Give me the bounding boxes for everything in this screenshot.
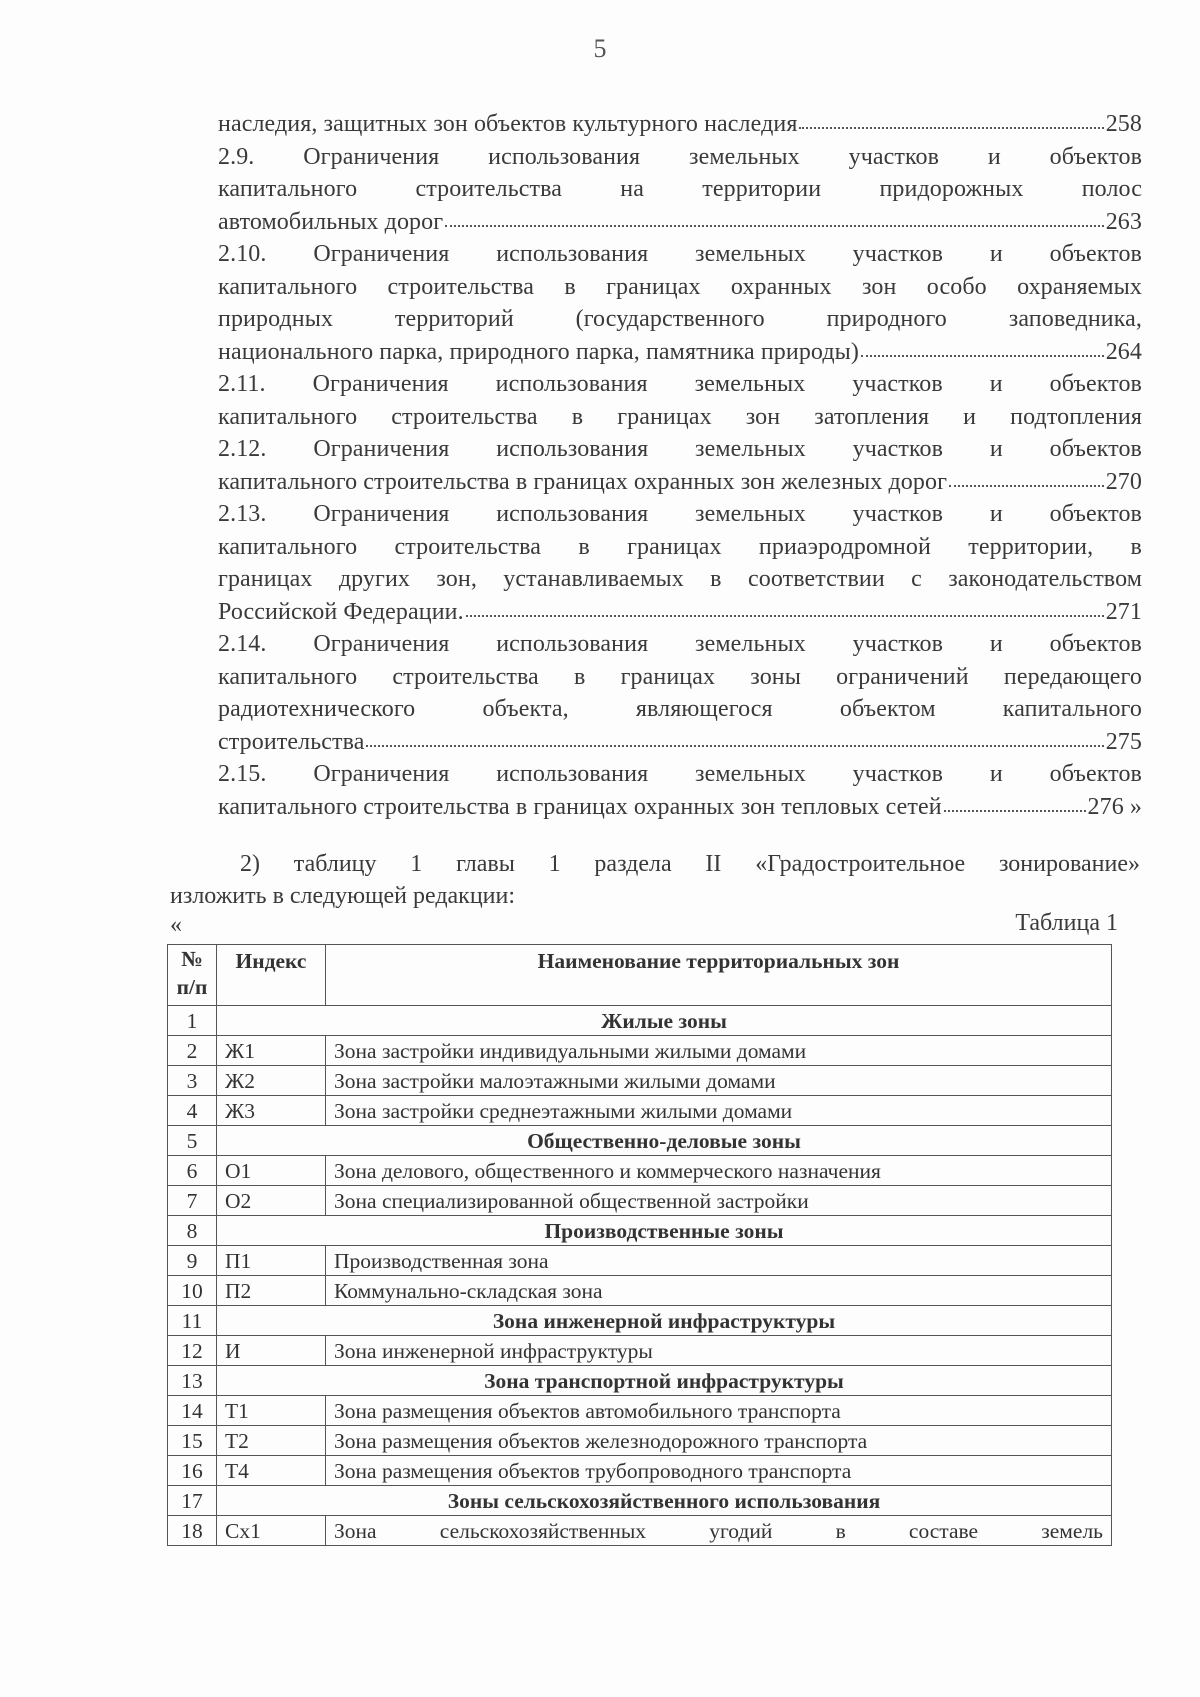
row-number: 7 (168, 1186, 217, 1216)
zone-index: И (217, 1336, 326, 1366)
toc-line: 2.10. Ограничения использования земельных участков и объектов (218, 241, 1142, 267)
toc-page-number: 263 (1105, 208, 1142, 235)
row-number: 4 (168, 1096, 217, 1126)
row-number: 3 (168, 1066, 217, 1096)
zone-index: П1 (217, 1246, 326, 1276)
zone-name: Зона инженерной инфраструктуры (326, 1336, 1112, 1366)
toc-page-number: 276 » (1087, 793, 1142, 820)
zone-name: Зона застройки малоэтажными жилыми домами (326, 1066, 1112, 1096)
toc-entry (218, 433, 1142, 498)
toc-line-with-page (218, 206, 1142, 239)
zone-index: Т4 (217, 1456, 326, 1486)
toc-line-with-page (218, 596, 1142, 629)
header-zone-name: Наименование территориальных зон (326, 945, 1112, 1006)
dot-leader (799, 127, 1103, 129)
toc-entry (218, 368, 1142, 433)
zone-index: О2 (217, 1186, 326, 1216)
zone-name: Зона застройки среднеэтажными жилыми домами (326, 1096, 1112, 1126)
table-row (168, 1276, 1112, 1306)
row-number: 2 (168, 1036, 217, 1066)
row-number: 12 (168, 1336, 217, 1366)
zone-index: Ж1 (217, 1036, 326, 1066)
zone-name: Зона размещения объектов железнодорожного транспорта (326, 1426, 1112, 1456)
zone-name: Зона размещения объектов трубопроводного транспорта (326, 1456, 1112, 1486)
table-row (168, 1426, 1112, 1456)
toc-line: 2.15. Ограничения использования земельных участков и объектов (218, 761, 1142, 787)
toc-line: капитального строительства в границах зон затопления и подтопления (218, 403, 1142, 430)
row-number: 14 (168, 1396, 217, 1426)
toc-page-number: 271 (1105, 598, 1142, 625)
table-group-row (168, 1006, 1112, 1036)
zone-index: Сх1 (217, 1516, 326, 1546)
table-group-row (168, 1306, 1112, 1336)
territorial-zones-table (167, 944, 1112, 1546)
toc-page-number: 264 (1105, 338, 1142, 365)
row-number: 9 (168, 1246, 217, 1276)
toc-entry-text: капитального строительства в границах охранных зон тепловых сетей (218, 793, 942, 820)
row-number: 18 (168, 1516, 217, 1546)
dot-leader (366, 745, 1103, 747)
zone-index: Т2 (217, 1426, 326, 1456)
zone-name: Зона застройки индивидуальными жилыми домами (326, 1036, 1112, 1066)
toc-line: 2.12. Ограничения использования земельных участков и объектов (218, 436, 1142, 462)
table-header-row (168, 945, 1112, 1006)
table-row (168, 1336, 1112, 1366)
toc-page-number: 270 (1105, 468, 1142, 495)
instruction-line-1: 2) таблицу 1 главы 1 раздела II «Градостроительное зонирование» (240, 851, 1140, 877)
zone-index: Ж2 (217, 1066, 326, 1096)
toc-line: капитального строительства на территории придорожных полос (218, 176, 1142, 202)
row-number: 13 (168, 1366, 217, 1396)
zone-index: П2 (217, 1276, 326, 1306)
zone-index: Т1 (217, 1396, 326, 1426)
zone-name: Зона размещения объектов автомобильного транспорта (326, 1396, 1112, 1426)
table-row (168, 1246, 1112, 1276)
dot-leader (944, 810, 1086, 812)
table-group-row (168, 1126, 1112, 1156)
row-number: 6 (168, 1156, 217, 1186)
toc-entry (218, 108, 1142, 141)
table-row (168, 1096, 1112, 1126)
dot-leader (861, 355, 1104, 357)
dot-leader (445, 225, 1103, 227)
table-row (168, 1396, 1112, 1426)
toc-line-with-page (218, 108, 1142, 141)
toc-line: капитального строительства в границах зоны ограничений передающего (218, 663, 1142, 690)
zone-name: Производственная зона (326, 1246, 1112, 1276)
instruction-line-2: изложить в следующей редакции: (170, 883, 516, 909)
zone-group-title: Общественно-деловые зоны (217, 1126, 1112, 1156)
toc-line-with-page (218, 466, 1142, 499)
table-group-row (168, 1366, 1112, 1396)
toc-line-with-page (218, 726, 1142, 759)
zone-group-title: Зоны сельскохозяйственного использования (217, 1486, 1112, 1516)
toc-entry (218, 238, 1142, 368)
row-number: 5 (168, 1126, 217, 1156)
row-number: 17 (168, 1486, 217, 1516)
toc-line: 2.11. Ограничения использования земельных участков и объектов (218, 371, 1142, 397)
table-row (168, 1186, 1112, 1216)
dot-leader (466, 615, 1104, 617)
toc-entry-text: наследия, защитных зон объектов культурного наследия (218, 111, 798, 137)
toc-line: природных территорий (государственного природного заповедника, (218, 306, 1142, 332)
toc-line: радиотехнического объекта, являющегося объектом капитального (218, 696, 1142, 722)
toc-entry (218, 141, 1142, 239)
toc-line: 2.13. Ограничения использования земельных участков и объектов (218, 501, 1142, 527)
row-number: 11 (168, 1306, 217, 1336)
table-row (168, 1066, 1112, 1096)
toc-line: 2.14. Ограничения использования земельных участков и объектов (218, 631, 1142, 657)
row-number: 15 (168, 1426, 217, 1456)
toc-line-with-page (218, 791, 1142, 824)
row-number: 1 (168, 1006, 217, 1036)
header-index: Индекс (217, 945, 326, 1006)
zone-name: Зона сельскохозяйственных угодий в составе земель (326, 1516, 1112, 1546)
header-number: № п/п (168, 945, 217, 1006)
toc-entry (218, 758, 1142, 823)
zone-name: Зона специализированной общественной застройки (326, 1186, 1112, 1216)
table-of-contents-continuation (218, 108, 1142, 823)
table-group-row (168, 1486, 1112, 1516)
row-number: 8 (168, 1216, 217, 1246)
row-number: 10 (168, 1276, 217, 1306)
zone-group-title: Зона транспортной инфраструктуры (217, 1366, 1112, 1396)
toc-entry (218, 498, 1142, 628)
dot-leader (949, 485, 1104, 487)
row-number: 16 (168, 1456, 217, 1486)
zone-name: Коммунально-складская зона (326, 1276, 1112, 1306)
toc-page-number: 258 (1105, 111, 1142, 137)
toc-entry-text: национального парка, природного парка, памятника природы) (218, 338, 859, 365)
opening-quote-mark: « (170, 912, 182, 938)
zone-index: О1 (217, 1156, 326, 1186)
zone-group-title: Жилые зоны (217, 1006, 1112, 1036)
toc-entry-text: строительства (218, 728, 365, 755)
toc-line: 2.9. Ограничения использования земельных участков и объектов (218, 143, 1142, 170)
table-row (168, 1156, 1112, 1186)
zone-group-title: Производственные зоны (217, 1216, 1112, 1246)
zone-group-title: Зона инженерной инфраструктуры (217, 1306, 1112, 1336)
table-group-row (168, 1216, 1112, 1246)
toc-line: капитального строительства в границах приаэродромной территории, в (218, 533, 1142, 560)
toc-entry-text: Российской Федерации. (218, 598, 464, 625)
table-row (168, 1036, 1112, 1066)
toc-entry-text: капитального строительства в границах охранных зон железных дорог (218, 468, 948, 495)
table-row (168, 1456, 1112, 1486)
table-caption: Таблица 1 (1015, 910, 1118, 936)
toc-entry-text: автомобильных дорог (218, 208, 444, 235)
zone-name: Зона делового, общественного и коммерческого назначения (326, 1156, 1112, 1186)
table-row (168, 1516, 1112, 1546)
toc-line: границах других зон, устанавливаемых в соответствии с законодательством (218, 566, 1142, 592)
toc-line-with-page (218, 336, 1142, 369)
page-number: 5 (593, 34, 607, 63)
toc-entry (218, 628, 1142, 758)
toc-line: капитального строительства в границах охранных зон особо охраняемых (218, 273, 1142, 300)
zone-index: Ж3 (217, 1096, 326, 1126)
toc-page-number: 275 (1105, 728, 1142, 755)
amendment-instruction (170, 848, 1140, 912)
